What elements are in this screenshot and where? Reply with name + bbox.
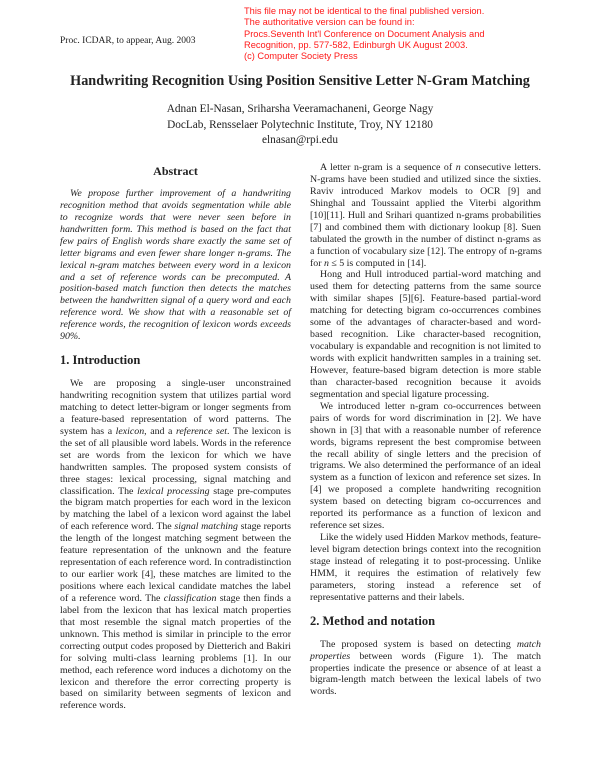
text-line [60,688,291,700]
text-run: segmentation and special ligature processing. [310,388,490,400]
text-line [310,186,541,198]
text-run: the set of all plausible word labels. Words in the reference [60,437,291,449]
text-line [310,353,541,365]
text-run: words. [310,686,337,698]
text-run: that most resemble the signal match properties of the [60,616,291,628]
text-line [60,557,291,569]
text-line [310,651,541,663]
text-run: reported its performance as a function of lexicon and [310,508,541,520]
italic-term: n [323,257,329,269]
text-run: to our earlier work [4], these matches are limited to the [60,569,291,581]
text-line [310,413,541,425]
notice-line: Recognition, pp. 577-582, Edinburgh UK August 2003. [244,39,468,50]
text-run: handwritten form. This method is based on the fact that [60,223,291,235]
copyright-notice [244,6,485,62]
text-line [60,319,291,331]
text-run: positions where each lexical candidate matches the label [60,581,291,593]
text-line [60,581,291,593]
text-run: Like the widely used Hidden Markov methods, feature- [320,532,541,544]
text-line [60,390,291,402]
author-block [0,102,600,149]
text-run: properties indicate the presence or absence of at least a [310,662,541,674]
email: elnasan@rpi.edu [262,134,338,146]
text-run: based recognition. Like character-based recognition, [310,329,541,341]
text-run: lexical n-gram matches between every word in a lexicon [60,259,291,271]
text-run: A letter n-gram is a sequence of [320,162,456,173]
text-run: recognition method that avoids segmentation while able [60,199,291,211]
text-run: used them for detecting patterns from the same source [310,281,541,293]
text-run: letter bigrams and even fewer share longer n-grams. The [60,247,291,259]
text-line [310,222,541,234]
text-run: than character-based recognition because it avoids [310,376,541,388]
notice-line: The authoritative version can be found in: [244,17,415,28]
text-line [60,593,291,605]
text-line [60,200,291,212]
paragraph [310,162,541,269]
text-line [60,307,291,319]
text-run: ≤ 5 is computed in [14]. [328,257,427,269]
text-run: the bigram match properties for each word in the lexicon [60,497,291,509]
text-run: by matching the label of a lexicon word against the label [60,509,291,521]
text-run: the recall ability of single letters and the precision of [310,448,541,460]
text-line [60,665,291,677]
text-line [310,674,541,686]
text-run: three stages: lexical processing, signal matching and [60,473,291,485]
text-line [310,365,541,377]
text-line [60,462,291,474]
text-line [310,460,541,472]
text-run: the length of the longest matching segment between the [60,533,291,545]
text-line [310,508,541,520]
text-run: some of the advantages of character-based and word- [310,317,541,329]
text-run: stage reports [237,521,292,533]
text-run: Hong and Hull introduced partial-word matching and [320,269,541,281]
notice-line: Procs.Seventh Int'l Conference on Document Analysis and [244,28,485,39]
italic-term: reference set [175,425,228,437]
section-heading: 2. Method and notation [310,613,436,628]
text-line [60,450,291,462]
text-run: matching to detect letter-bigram or longer segments from [60,401,291,413]
text-line [310,592,541,604]
text-line [60,605,291,617]
text-run: . The lexicon is [227,425,291,437]
paper-title: Handwriting Recognition Using Position Sensitive Letter N-Gram Matching [70,73,530,89]
text-run: few pairs of English words share exactly the same set of [60,235,291,247]
text-run: between words (Figure 1). The match [350,650,541,662]
text-run: consecutive letters. [460,162,541,173]
text-line [310,317,541,329]
text-run: between the handwritten signal of a query word and each [60,295,291,307]
italic-term: properties [310,650,351,662]
text-run: [10][11]. Hull and Srihari quantized n-grams probabilities [310,209,541,221]
text-line [310,305,541,317]
text-line [60,653,291,665]
text-run: tabulated the growth in the number of distinct n-grams as [310,233,541,245]
text-run: [4] we proposed a complete handwriting recognition [310,484,541,496]
text-line [310,198,541,210]
text-line [310,401,541,413]
text-line [310,425,541,437]
notice-line: (c) Computer Society Press [244,51,358,62]
text-line [310,484,541,496]
text-line [60,700,291,712]
text-line [310,568,541,580]
text-line [310,258,541,270]
text-run: stage then finds a [216,592,291,604]
text-line [60,617,291,629]
text-line [60,331,291,343]
text-line [310,472,541,484]
text-run: for solving multi-class learning problems [1]. In our [60,652,291,664]
text-run: We introduced letter n-gram co-occurrences between [320,400,541,412]
text-line [310,389,541,401]
text-line [60,677,291,689]
text-line [310,449,541,461]
notice-line: This file may not be identical to the final published version. [244,6,485,16]
text-line [310,246,541,258]
text-run: matching for detecting bigram co-occurrences combines [310,305,541,317]
text-run: representation of each reference word. In contradistinction [60,557,292,569]
text-run: system has a [60,425,116,437]
text-line [310,377,541,389]
text-run: a feature-based representation of word patterns. The [60,413,291,425]
text-line [310,329,541,341]
text-line [310,174,541,186]
venue-note: Proc. ICDAR, to appear, Aug. 2003 [60,36,196,46]
text-run: However, feature-based bigram detection is more stable [310,364,541,376]
text-run: reference set sizes. [310,520,385,532]
text-line [310,532,541,544]
text-run: reference word. We show that with a reasonable set of [60,307,291,319]
text-line [60,414,291,426]
section-heading: Abstract [153,164,198,178]
text-run: of each reference word. The [60,521,175,533]
text-run: classification. The [60,485,138,497]
text-line [310,686,541,698]
text-run: 90%. [60,331,81,343]
text-line [60,378,291,390]
text-line [60,521,291,533]
text-line [310,281,541,293]
text-line [60,212,291,224]
text-run: Shinghal and Toussaint applied the Viterbi algorithm [310,197,541,209]
text-line [310,293,541,305]
paragraph [310,269,541,400]
text-line [60,486,291,498]
italic-term: classification [163,592,217,604]
text-line [60,533,291,545]
text-line [60,283,291,295]
section-heading: 1. Introduction [60,353,141,368]
text-run: stage pre-computes [209,485,291,497]
text-line [60,497,291,509]
text-run: N-grams have been studied and utilized since the sixties. [310,173,541,185]
text-line [60,474,291,486]
paragraph [310,639,541,699]
text-run: reference words, the recognition of lexicon words exceeds [60,319,291,331]
text-line [60,629,291,641]
text-line [60,224,291,236]
italic-term: match [516,638,541,650]
text-run: We propose further improvement of a handwriting [70,187,291,199]
text-run: and a set of reference words can be precomputed. A [60,271,291,283]
text-run: unknown. This method is similar in principle to the error [60,628,291,640]
text-run: set are words from the lexicon for which we have [60,449,291,461]
text-run: position-based match function then detects the matches [60,283,291,295]
italic-term: lexical processing [137,485,210,497]
text-line [310,269,541,281]
text-run: , and a [144,425,176,437]
text-run: HMM, it requires the estimation of relatively few [310,567,541,579]
text-run: system based on detecting bigram co-occurrences and [310,496,541,508]
text-run: words with explicit handwritten samples in a training set. [310,353,541,364]
paragraph [60,378,291,712]
text-run: handwritten samples. The proposed system consists of [60,461,291,473]
text-line [60,272,291,284]
text-line [60,426,291,438]
text-run: method, each reference word induces a dichotomy on the [60,664,291,676]
text-line [310,210,541,222]
right-column [310,162,541,698]
text-run: representative patterns and their labels. [310,591,465,603]
text-run: The proposed system is based on detecting [320,638,517,650]
text-run: for [310,257,324,269]
text-run: bigram-length match between the lexical labels of two [310,674,541,686]
text-line [310,341,541,353]
text-run: based on similarity between segments of lexicon and [60,688,291,700]
text-run: pairs of words for word discrimination in [2]. We have [310,412,541,424]
text-run: to recognize words that were never seen before in [60,211,291,223]
italic-term: signal matching [174,521,238,533]
author-names: Adnan El-Nasan, Sriharsha Veeramachaneni, George Nagy [166,103,434,115]
text-line [310,234,541,246]
text-run: Raviv introduced Markov models to OCR [9] and [310,185,541,197]
text-line [60,402,291,414]
text-run: parameters, storing instead a reference set of [310,579,541,591]
text-run: reference words. [60,700,126,712]
text-line [310,520,541,532]
text-run: trigrams. We also determined the performance of an ideal [310,460,541,472]
text-line [60,509,291,521]
text-line [310,544,541,556]
text-line [310,639,541,651]
text-run: system as a function of lexicon and reference set sizes. In [310,472,541,484]
text-line [60,260,291,272]
text-line [310,556,541,568]
text-run: We are proposing a single-user unconstrained [70,378,291,390]
italic-term: lexicon [115,425,145,437]
text-line [310,162,541,174]
text-line [310,496,541,508]
text-run: label from the lexicon that has lexical match properties [60,604,291,616]
text-run: handwriting recognition system that utilizes partial word [60,390,291,402]
text-line [60,569,291,581]
text-run: of a reference word. The [60,592,164,604]
text-run: feature representation of the unknown and the feature [60,545,291,557]
text-run: lexicon and therefore the error correcting property is [60,676,291,688]
text-line [60,295,291,307]
affiliation: DocLab, Rensselaer Polytechnic Institute, Troy, NY 12180 [167,118,433,131]
text-run: vocabulary is expandable and recognition is not limited to [310,341,541,353]
text-run: with similar shapes [5][6]. Feature-based partial-word [310,293,541,305]
text-line [60,236,291,248]
text-run: level bigram detection brings context into the recognition [310,544,541,555]
text-run: stage instead of relegating it to post-processing. Unlike [310,555,541,567]
text-line [60,248,291,260]
text-run: [7] and combined them with dictionary lookup [8]. Suen [310,221,541,233]
left-column [60,162,291,712]
text-line [60,438,291,450]
italic-term: n [455,162,461,173]
text-run: correcting output codes proposed by Dietterich and Bakiri [60,640,291,652]
text-line [60,545,291,557]
text-line [310,580,541,592]
paragraph [310,532,541,604]
text-line [310,437,541,449]
abstract-text [60,188,291,343]
text-run: shown in [3] that with a reasonable number of reference [310,424,541,436]
text-run: a function of vocabulary size [12]. The entropy of n-grams [310,245,542,257]
text-line [60,188,291,200]
text-run: words, bigrams represent the best compromise between [310,436,541,448]
paragraph [310,401,541,532]
text-line [60,641,291,653]
text-line [310,663,541,675]
